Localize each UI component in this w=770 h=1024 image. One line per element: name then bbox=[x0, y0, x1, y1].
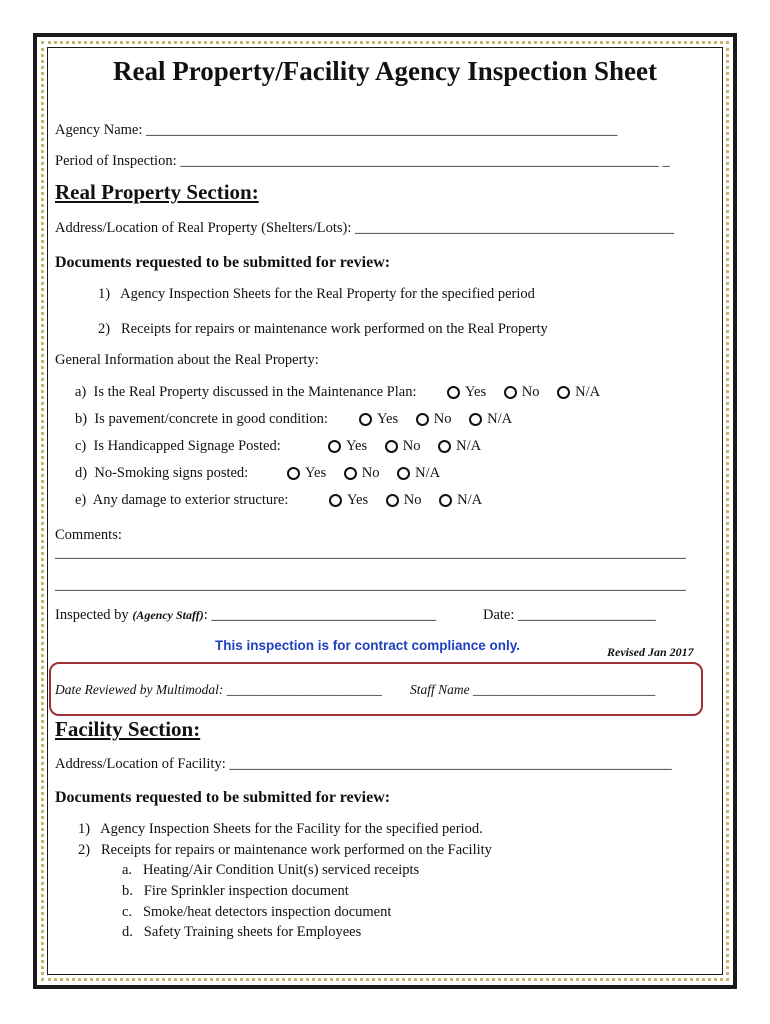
document-text: Receipts for repairs or maintenance work performed on the Facility bbox=[100, 842, 492, 858]
facility-sub-item-d bbox=[122, 924, 361, 941]
staff-name-input[interactable]: ___________________________ bbox=[473, 682, 656, 697]
comments-line-2[interactable]: _______________________________________________________________________________________ bbox=[55, 577, 686, 593]
option-label: N/A bbox=[487, 411, 513, 427]
compliance-notice: This inspection is for contract compliance only. bbox=[214, 638, 521, 653]
date-reviewed-input[interactable]: _______________________ bbox=[226, 682, 382, 697]
inspected-by-input[interactable]: _______________________________ bbox=[211, 607, 437, 623]
period-input[interactable]: __________________________________________________________________ _ bbox=[180, 153, 670, 169]
question-a-options bbox=[447, 384, 614, 404]
option-yes[interactable] bbox=[359, 411, 398, 428]
option-label: N/A bbox=[575, 384, 601, 400]
sub-item-text: Fire Sprinkler inspection document bbox=[143, 883, 349, 899]
facility-address-field bbox=[55, 756, 672, 773]
question-e-options bbox=[329, 492, 496, 512]
document-number: 1) bbox=[78, 821, 91, 837]
general-info-label: General Information about the Real Property: bbox=[55, 352, 319, 368]
facility-document-2 bbox=[78, 842, 492, 859]
question-text: Is pavement/concrete in good condition: bbox=[94, 411, 328, 427]
date-input[interactable]: ___________________ bbox=[518, 607, 656, 623]
inspected-by-label: Inspected by bbox=[55, 607, 133, 623]
question-text: Any damage to exterior structure: bbox=[92, 492, 289, 508]
option-na[interactable] bbox=[438, 438, 481, 455]
option-no[interactable] bbox=[386, 492, 422, 509]
real-property-address-input[interactable]: ____________________________________________ bbox=[355, 220, 675, 236]
facility-address-label: Address/Location of Facility: bbox=[55, 756, 226, 772]
question-letter: a) bbox=[75, 384, 87, 400]
option-no[interactable] bbox=[504, 384, 540, 401]
facility-documents-heading: Documents requested to be submitted for review: bbox=[55, 789, 391, 806]
document-text: Agency Inspection Sheets for the Real Property for the specified period bbox=[120, 286, 535, 302]
radio-circle-icon[interactable] bbox=[359, 413, 372, 426]
agency-name-field bbox=[55, 122, 617, 139]
sub-item-letter: c. bbox=[122, 904, 133, 920]
option-no[interactable] bbox=[344, 465, 380, 482]
real-property-heading: Real Property Section: bbox=[55, 180, 259, 204]
option-label: N/A bbox=[415, 465, 441, 481]
question-text: Is the Real Property discussed in the Maintenance Plan: bbox=[93, 384, 417, 400]
question-c-options bbox=[328, 438, 495, 458]
question-letter: b) bbox=[75, 411, 88, 427]
facility-heading: Facility Section: bbox=[55, 717, 201, 741]
facility-sub-item-c bbox=[122, 904, 391, 921]
real-property-address-label: Address/Location of Real Property (Shelters/Lots): bbox=[55, 220, 352, 236]
question-text: Is Handicapped Signage Posted: bbox=[93, 438, 281, 454]
real-property-document-1 bbox=[98, 286, 535, 303]
radio-circle-icon[interactable] bbox=[447, 386, 460, 399]
option-yes[interactable] bbox=[329, 492, 368, 509]
option-no[interactable] bbox=[416, 411, 452, 428]
document-number: 2) bbox=[78, 842, 91, 858]
option-yes[interactable] bbox=[328, 438, 367, 455]
sub-item-text: Heating/Air Condition Unit(s) serviced receipts bbox=[142, 862, 420, 878]
radio-circle-icon[interactable] bbox=[438, 440, 451, 453]
date-reviewed-field bbox=[55, 682, 382, 698]
option-na[interactable] bbox=[557, 384, 600, 401]
document-number: 1) bbox=[98, 286, 111, 302]
option-label: Yes bbox=[377, 411, 399, 427]
option-label: Yes bbox=[465, 384, 487, 400]
document-text: Receipts for repairs or maintenance work performed on the Real Property bbox=[120, 321, 548, 337]
document-text: Agency Inspection Sheets for the Facility for the specified period. bbox=[100, 821, 483, 837]
radio-circle-icon[interactable] bbox=[469, 413, 482, 426]
period-field bbox=[55, 153, 670, 170]
radio-circle-icon[interactable] bbox=[287, 467, 300, 480]
date-label: Date: bbox=[483, 607, 515, 623]
option-na[interactable] bbox=[397, 465, 440, 482]
real-property-address-field bbox=[55, 220, 674, 237]
date-reviewed-label: Date Reviewed by Multimodal: bbox=[55, 682, 224, 697]
radio-circle-icon[interactable] bbox=[397, 467, 410, 480]
sub-item-letter: d. bbox=[122, 924, 133, 940]
radio-circle-icon[interactable] bbox=[344, 467, 357, 480]
staff-name-field bbox=[410, 682, 655, 698]
question-b-options bbox=[359, 411, 526, 431]
radio-circle-icon[interactable] bbox=[385, 440, 398, 453]
option-no[interactable] bbox=[385, 438, 421, 455]
option-na[interactable] bbox=[439, 492, 482, 509]
facility-sub-item-b bbox=[122, 883, 349, 900]
facility-address-input[interactable]: _____________________________________________________________ bbox=[229, 756, 672, 772]
question-letter: e) bbox=[75, 492, 87, 508]
option-label: Yes bbox=[347, 492, 369, 508]
question-letter: d) bbox=[75, 465, 88, 481]
question-e bbox=[75, 492, 288, 509]
facility-document-1 bbox=[78, 821, 483, 838]
option-na[interactable] bbox=[469, 411, 512, 428]
option-label: No bbox=[403, 492, 422, 508]
document-number: 2) bbox=[98, 321, 111, 337]
radio-circle-icon[interactable] bbox=[386, 494, 399, 507]
option-label: No bbox=[433, 411, 452, 427]
sub-item-letter: b. bbox=[122, 883, 133, 899]
radio-circle-icon[interactable] bbox=[557, 386, 570, 399]
radio-circle-icon[interactable] bbox=[504, 386, 517, 399]
question-d-options bbox=[287, 465, 454, 485]
option-label: N/A bbox=[457, 492, 483, 508]
question-text: No-Smoking signs posted: bbox=[94, 465, 249, 481]
option-label: Yes bbox=[305, 465, 327, 481]
date-field bbox=[483, 607, 656, 624]
radio-circle-icon[interactable] bbox=[416, 413, 429, 426]
facility-sub-item-a bbox=[122, 862, 419, 879]
radio-circle-icon[interactable] bbox=[329, 494, 342, 507]
option-label: No bbox=[402, 438, 421, 454]
radio-circle-icon[interactable] bbox=[328, 440, 341, 453]
staff-name-label: Staff Name bbox=[410, 682, 470, 697]
real-property-documents-heading: Documents requested to be submitted for review: bbox=[55, 254, 391, 271]
inspected-by-field bbox=[55, 607, 436, 624]
agency-staff-label: (Agency Staff) bbox=[132, 608, 204, 622]
comments-line-1[interactable]: _______________________________________________________________________________________ bbox=[55, 545, 686, 561]
comments-label: Comments: bbox=[55, 527, 122, 543]
revised-date: Revised Jan 2017 bbox=[607, 645, 694, 659]
question-c bbox=[75, 438, 281, 455]
sub-item-text: Safety Training sheets for Employees bbox=[143, 924, 362, 940]
agency-name-input[interactable]: _________________________________________________________________ bbox=[146, 122, 618, 138]
real-property-document-2 bbox=[98, 321, 548, 338]
agency-name-label: Agency Name: bbox=[55, 122, 143, 138]
inspected-by-colon: : bbox=[203, 607, 208, 623]
sub-item-letter: a. bbox=[122, 862, 133, 878]
question-d bbox=[75, 465, 248, 482]
option-yes[interactable] bbox=[447, 384, 486, 401]
radio-circle-icon[interactable] bbox=[439, 494, 452, 507]
option-yes[interactable] bbox=[287, 465, 326, 482]
question-b bbox=[75, 411, 328, 428]
option-label: N/A bbox=[456, 438, 482, 454]
question-letter: c) bbox=[75, 438, 87, 454]
option-label: No bbox=[521, 384, 540, 400]
period-label: Period of Inspection: bbox=[55, 153, 177, 169]
option-label: Yes bbox=[346, 438, 368, 454]
question-a bbox=[75, 384, 416, 401]
sub-item-text: Smoke/heat detectors inspection document bbox=[142, 904, 392, 920]
page-title: Real Property/Facility Agency Inspection Sheet bbox=[113, 56, 657, 86]
option-label: No bbox=[361, 465, 380, 481]
